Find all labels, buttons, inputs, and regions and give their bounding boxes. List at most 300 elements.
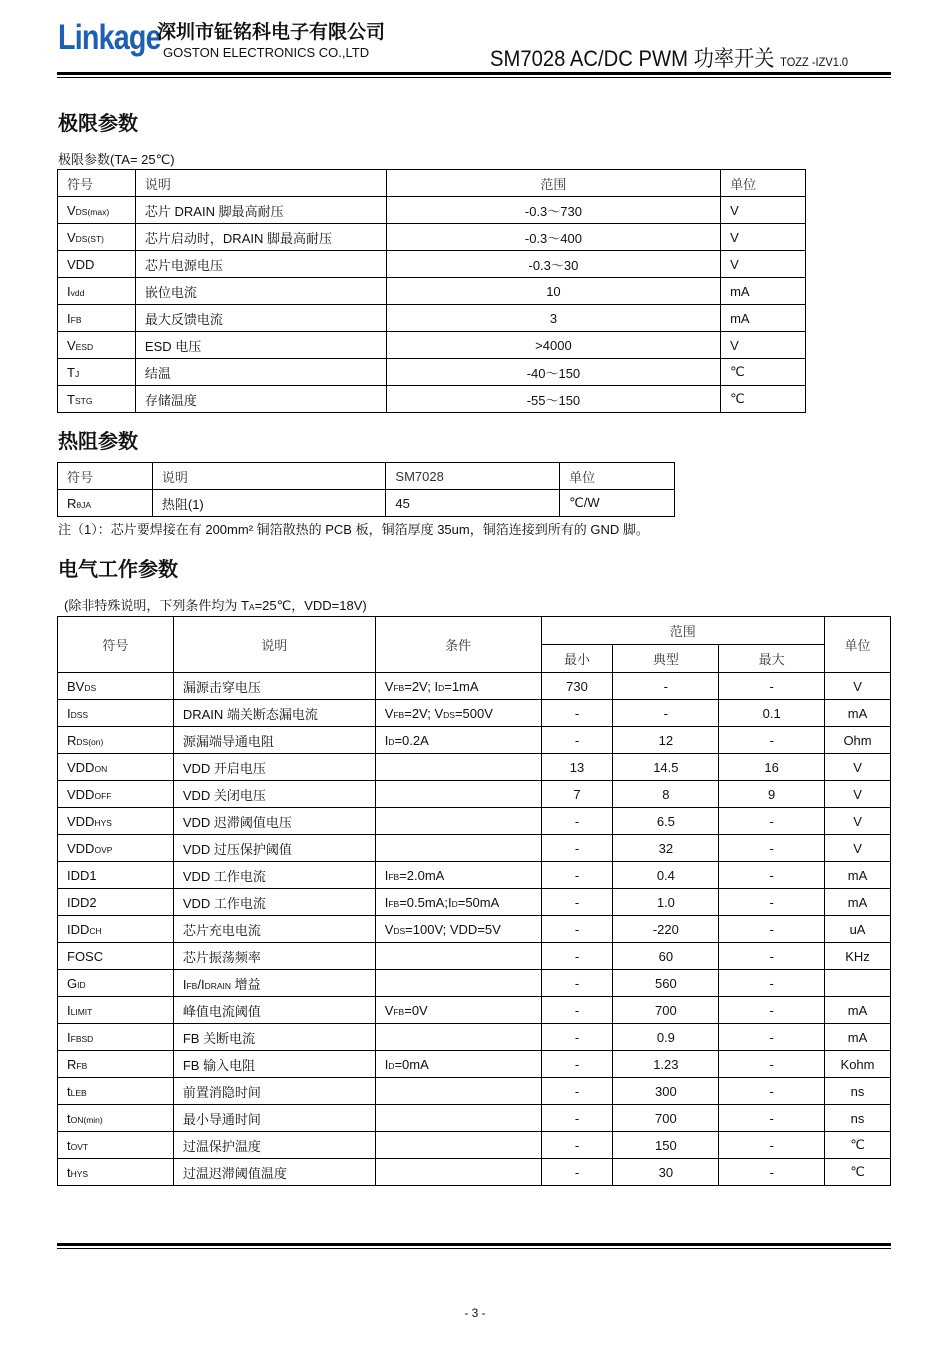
table-row: [58, 754, 891, 781]
typ-cell: 560: [613, 970, 719, 997]
max-cell: 16: [719, 754, 825, 781]
text-main: V: [384, 1002, 394, 1018]
min-cell: 7: [541, 781, 613, 808]
typ-cell: 12: [613, 727, 719, 754]
max-cell: 0.1: [719, 700, 825, 727]
symbol-cell: [58, 862, 174, 889]
symbol-sub: DSS: [70, 709, 89, 720]
description-cell: 最大反馈电流: [135, 305, 386, 332]
document-title: [490, 42, 848, 73]
description-cell: 芯片充电电流: [173, 916, 375, 943]
unit-cell: mA: [825, 700, 891, 727]
symbol-sub: DS(on): [76, 736, 104, 747]
symbol-cell: [58, 673, 174, 700]
unit-cell: mA: [825, 1024, 891, 1051]
text-main: I: [384, 867, 389, 883]
table-row: [58, 1051, 891, 1078]
symbol-main: FOSC: [67, 948, 104, 964]
symbol-main: I: [67, 283, 71, 299]
symbol-main: T: [67, 391, 75, 407]
text-rest: 增益: [231, 976, 261, 992]
max-cell: -: [719, 997, 825, 1024]
max-cell: -: [719, 1132, 825, 1159]
symbol-main: I: [67, 310, 71, 326]
header-max: 最大: [719, 645, 825, 673]
description-cell: 最小导通时间: [173, 1105, 375, 1132]
table-row: [58, 781, 891, 808]
typ-cell: 6.5: [613, 808, 719, 835]
abs-max-header-range: 范围: [386, 170, 720, 197]
unit-cell: mA: [721, 278, 806, 305]
symbol-main: T: [67, 364, 75, 380]
symbol-sub: ESD: [75, 341, 94, 352]
text-rest: /: [197, 976, 201, 992]
section-title-electrical: 电气工作参数: [58, 557, 178, 581]
min-cell: -: [541, 889, 613, 916]
header-typ: 典型: [613, 645, 719, 673]
symbol-cell: [58, 808, 174, 835]
footer-rule-thin: [57, 1248, 891, 1249]
company-name-cn: 深圳市钲铭科电子有限公司: [157, 21, 386, 43]
unit-cell: Ohm: [825, 727, 891, 754]
description-cell: VDD 工作电流: [173, 889, 375, 916]
electrical-table: [57, 616, 891, 1186]
condition-cell: [375, 889, 541, 916]
text-sub: FB: [393, 709, 405, 720]
symbol-main: I: [67, 705, 71, 721]
symbol-main: IDD: [67, 921, 90, 937]
min-cell: -: [541, 700, 613, 727]
symbol-sub: vdd: [70, 287, 85, 298]
text-main: I: [384, 894, 389, 910]
table-row: [58, 197, 806, 224]
condition-cell: [375, 997, 541, 1024]
max-cell: -: [719, 808, 825, 835]
table-row: [58, 386, 806, 413]
symbol-cell: [58, 332, 136, 359]
table-row: [58, 700, 891, 727]
max-cell: -: [719, 916, 825, 943]
abs-max-caption: 极限参数(TA= 25℃): [58, 152, 175, 167]
max-cell: -: [719, 1078, 825, 1105]
symbol-main: t: [67, 1137, 71, 1153]
caption-sub: A: [248, 602, 255, 612]
description-cell: 存储温度: [135, 386, 386, 413]
unit-cell: ℃: [825, 1132, 891, 1159]
symbol-sub: OVT: [70, 1141, 89, 1152]
symbol-main: BV: [67, 678, 85, 694]
range-cell: 3: [386, 305, 720, 332]
typ-cell: -220: [613, 916, 719, 943]
symbol-main: VDD: [67, 786, 95, 802]
symbol-cell: [58, 224, 136, 251]
text-rest: =1mA: [444, 678, 479, 694]
unit-cell: mA: [825, 997, 891, 1024]
table-row: [58, 1024, 891, 1051]
max-cell: -: [719, 727, 825, 754]
text-main: I: [447, 894, 452, 910]
condition-cell: [375, 727, 541, 754]
symbol-main: I: [67, 1002, 71, 1018]
document-version: TOZZ -IZV1.0: [780, 55, 849, 69]
unit-cell: V: [721, 197, 806, 224]
header-unit: 单位: [825, 617, 891, 673]
min-cell: -: [541, 1051, 613, 1078]
min-cell: -: [541, 997, 613, 1024]
table-row: [58, 1159, 891, 1186]
symbol-main: t: [67, 1110, 71, 1126]
condition-cell: [375, 862, 541, 889]
text-sub: FB: [186, 980, 198, 991]
table-row: [58, 490, 675, 517]
typ-cell: 8: [613, 781, 719, 808]
max-cell: -: [719, 835, 825, 862]
electrical-header-row: [58, 617, 891, 645]
text-main: V: [384, 921, 394, 937]
description-cell: 芯片 DRAIN 脚最高耐压: [135, 197, 386, 224]
unit-cell: ℃: [721, 359, 806, 386]
condition-cell: [375, 1105, 541, 1132]
symbol-sub: θJA: [76, 499, 92, 510]
unit-cell: V: [825, 835, 891, 862]
thermal-table: [57, 462, 675, 517]
symbol-sub: DS: [84, 682, 97, 693]
description-cell: VDD 关闭电压: [173, 781, 375, 808]
symbol-cell: [58, 490, 153, 517]
max-cell: -: [719, 889, 825, 916]
symbol-cell: [58, 1105, 174, 1132]
description-cell: 过温保护温度: [173, 1132, 375, 1159]
table-row: [58, 1105, 891, 1132]
description-cell: 漏源击穿电压: [173, 673, 375, 700]
unit-cell: mA: [721, 305, 806, 332]
unit-cell: V: [721, 251, 806, 278]
unit-cell: [825, 970, 891, 997]
unit-cell: ns: [825, 1105, 891, 1132]
condition-cell: [375, 1024, 541, 1051]
symbol-main: VDD: [67, 813, 95, 829]
table-row: [58, 332, 806, 359]
text-rest: =50mA: [457, 894, 500, 910]
unit-cell: uA: [825, 916, 891, 943]
symbol-main: R: [67, 732, 77, 748]
condition-cell: [375, 970, 541, 997]
table-row: [58, 673, 891, 700]
table-row: [58, 889, 891, 916]
symbol-sub: FB: [76, 1060, 88, 1071]
condition-cell: [375, 1132, 541, 1159]
description-cell: VDD 迟滞阈值电压: [173, 808, 375, 835]
range-cell: >4000: [386, 332, 720, 359]
typ-cell: 300: [613, 1078, 719, 1105]
symbol-sub: OFF: [94, 790, 112, 801]
symbol-sub: CH: [89, 925, 102, 936]
symbol-cell: [58, 1132, 174, 1159]
header-description: 说明: [173, 617, 375, 673]
symbol-cell: [58, 916, 174, 943]
max-cell: -: [719, 1105, 825, 1132]
description-cell: 芯片振荡频率: [173, 943, 375, 970]
typ-cell: 700: [613, 1105, 719, 1132]
abs-max-table: [57, 169, 806, 413]
symbol-cell: [58, 278, 136, 305]
min-cell: -: [541, 835, 613, 862]
description-cell: 芯片启动时，DRAIN 脚最高耐压: [135, 224, 386, 251]
caption-post: =25℃，VDD=18V): [254, 598, 367, 613]
min-cell: -: [541, 916, 613, 943]
table-row: [58, 727, 891, 754]
condition-cell: [375, 916, 541, 943]
symbol-main: G: [67, 975, 78, 991]
symbol-cell: [58, 1078, 174, 1105]
text-sub: FB: [388, 898, 400, 909]
thermal-header-desc: 说明: [152, 463, 386, 490]
text-main: I: [384, 732, 389, 748]
typ-cell: 150: [613, 1132, 719, 1159]
symbol-sub: OVP: [94, 844, 113, 855]
company-name-en: GOSTON ELECTRONICS CO.,LTD: [163, 45, 370, 60]
unit-cell: V: [721, 332, 806, 359]
description-cell: 嵌位电流: [135, 278, 386, 305]
condition-cell: [375, 1159, 541, 1186]
text-rest: =100V; VDD=5V: [405, 921, 501, 937]
symbol-sub: FBSD: [70, 1033, 94, 1044]
abs-max-header-row: [58, 170, 806, 197]
symbol-cell: [58, 251, 136, 278]
symbol-cell: [58, 943, 174, 970]
thermal-header-unit: 单位: [560, 463, 675, 490]
text-sub: DRAIN: [204, 980, 232, 991]
table-row: [58, 970, 891, 997]
symbol-main: V: [67, 202, 76, 218]
unit-cell: V: [721, 224, 806, 251]
range-cell: -40～150: [386, 359, 720, 386]
min-cell: -: [541, 1105, 613, 1132]
symbol-main: VDD: [67, 759, 95, 775]
symbol-sub: ID: [77, 979, 86, 990]
min-cell: 730: [541, 673, 613, 700]
typ-cell: 700: [613, 997, 719, 1024]
typ-cell: 1.0: [613, 889, 719, 916]
symbol-cell: [58, 970, 174, 997]
symbol-sub: FB: [70, 314, 82, 325]
unit-cell: V: [825, 673, 891, 700]
table-row: [58, 278, 806, 305]
unit-cell: ℃: [825, 1159, 891, 1186]
min-cell: -: [541, 1024, 613, 1051]
description-cell: ESD 电压: [135, 332, 386, 359]
condition-cell: [375, 1051, 541, 1078]
unit-cell: ℃: [721, 386, 806, 413]
symbol-sub: J: [74, 368, 80, 379]
symbol-cell: [58, 700, 174, 727]
symbol-main: IDD1: [67, 867, 97, 883]
text-sub: D: [388, 736, 395, 747]
text-main: V: [384, 705, 394, 721]
symbol-cell: [58, 386, 136, 413]
unit-cell: mA: [825, 889, 891, 916]
condition-cell: [375, 1078, 541, 1105]
symbol-main: VDD: [67, 256, 95, 272]
description-cell: VDD 工作电流: [173, 862, 375, 889]
max-cell: 9: [719, 781, 825, 808]
max-cell: -: [719, 970, 825, 997]
text-rest: =2.0mA: [399, 867, 445, 883]
condition-cell: [375, 781, 541, 808]
description-cell: 源漏端导通电阻: [173, 727, 375, 754]
description-cell: FB 关断电流: [173, 1024, 375, 1051]
condition-cell: [375, 835, 541, 862]
table-row: [58, 835, 891, 862]
symbol-main: V: [67, 229, 76, 245]
symbol-cell: [58, 727, 174, 754]
symbol-cell: [58, 305, 136, 332]
max-cell: -: [719, 862, 825, 889]
header-symbol: 符号: [58, 617, 174, 673]
typ-cell: 0.4: [613, 862, 719, 889]
symbol-sub: HYS: [70, 1168, 89, 1179]
text-rest: =0V: [404, 1002, 428, 1018]
abs-max-header-desc: 说明: [135, 170, 386, 197]
symbol-sub: LIMIT: [70, 1006, 93, 1017]
range-cell: -55～150: [386, 386, 720, 413]
electrical-caption: [64, 595, 367, 614]
abs-max-header-unit: 单位: [721, 170, 806, 197]
typ-cell: 0.9: [613, 1024, 719, 1051]
range-cell: 10: [386, 278, 720, 305]
symbol-sub: LEB: [70, 1087, 87, 1098]
unit-cell: ns: [825, 1078, 891, 1105]
description-cell: 热阻(1): [152, 490, 386, 517]
symbol-sub: HYS: [94, 817, 112, 828]
max-cell: -: [719, 1024, 825, 1051]
range-cell: -0.3～30: [386, 251, 720, 278]
page-number: - 3 -: [464, 1306, 486, 1320]
condition-cell: [375, 943, 541, 970]
text-main: V: [434, 705, 444, 721]
typ-cell: 60: [613, 943, 719, 970]
symbol-cell: [58, 1024, 174, 1051]
abs-max-header-sym: 符号: [58, 170, 136, 197]
thermal-header-sym: 符号: [58, 463, 153, 490]
range-cell: -0.3～730: [386, 197, 720, 224]
range-cell: -0.3～400: [386, 224, 720, 251]
symbol-main: R: [67, 1056, 77, 1072]
text-rest: =500V: [454, 705, 493, 721]
description-cell: 过温迟滞阈值温度: [173, 1159, 375, 1186]
unit-cell: ℃/W: [560, 490, 675, 517]
table-row: [58, 808, 891, 835]
unit-cell: V: [825, 754, 891, 781]
max-cell: -: [719, 673, 825, 700]
min-cell: -: [541, 808, 613, 835]
symbol-main: VDD: [67, 840, 95, 856]
text-rest: =2V;: [404, 678, 435, 694]
thermal-header-row: [58, 463, 675, 490]
description-cell: 结温: [135, 359, 386, 386]
text-rest: =0mA: [394, 1056, 429, 1072]
table-row: [58, 1132, 891, 1159]
text-main: I: [200, 976, 205, 992]
symbol-sub: DS(ST): [75, 233, 105, 244]
symbol-sub: ON: [94, 763, 108, 774]
symbol-cell: [58, 1051, 174, 1078]
text-sub: DS: [393, 925, 406, 936]
symbol-cell: [58, 197, 136, 224]
symbol-cell: [58, 889, 174, 916]
caption-pre: (除非特殊说明，下列条件均为 T: [64, 598, 249, 613]
min-cell: 13: [541, 754, 613, 781]
condition-cell: [375, 808, 541, 835]
typ-cell: 32: [613, 835, 719, 862]
symbol-main: IDD2: [67, 894, 97, 910]
typ-cell: 30: [613, 1159, 719, 1186]
text-sub: D: [451, 898, 458, 909]
min-cell: -: [541, 970, 613, 997]
text-sub: FB: [388, 871, 400, 882]
company-logo: Linkage: [58, 18, 161, 57]
text-sub: FB: [393, 682, 405, 693]
unit-cell: mA: [825, 862, 891, 889]
typ-cell: 1.23: [613, 1051, 719, 1078]
symbol-cell: [58, 359, 136, 386]
text-main: I: [182, 976, 187, 992]
text-main: I: [384, 1056, 389, 1072]
table-row: [58, 359, 806, 386]
table-row: [58, 943, 891, 970]
header-rule-thin: [57, 77, 891, 78]
symbol-sub: STG: [74, 395, 93, 406]
max-cell: -: [719, 1051, 825, 1078]
description-cell: VDD 过压保护阈值: [173, 835, 375, 862]
min-cell: -: [541, 943, 613, 970]
value-cell: 45: [386, 490, 560, 517]
document-title-text: SM7028 AC/DC PWM 功率开关: [490, 46, 775, 71]
symbol-sub: DS(max): [75, 206, 110, 217]
unit-cell: Kohm: [825, 1051, 891, 1078]
symbol-main: R: [67, 495, 77, 511]
text-rest: =0.2A: [394, 732, 429, 748]
footer-rule: [57, 1243, 891, 1246]
symbol-cell: [58, 754, 174, 781]
symbol-sub: ON(min): [70, 1114, 103, 1125]
table-row: [58, 251, 806, 278]
min-cell: -: [541, 1078, 613, 1105]
description-cell: [173, 970, 375, 997]
typ-cell: -: [613, 700, 719, 727]
typ-cell: 14.5: [613, 754, 719, 781]
max-cell: -: [719, 1159, 825, 1186]
condition-cell: [375, 754, 541, 781]
table-row: [58, 1078, 891, 1105]
text-main: I: [434, 678, 439, 694]
typ-cell: -: [613, 673, 719, 700]
header-min: 最小: [541, 645, 613, 673]
table-row: [58, 916, 891, 943]
max-cell: -: [719, 943, 825, 970]
text-sub: D: [438, 682, 445, 693]
text-sub: FB: [393, 1006, 405, 1017]
min-cell: -: [541, 1159, 613, 1186]
text-main: V: [384, 678, 394, 694]
unit-cell: KHz: [825, 943, 891, 970]
min-cell: -: [541, 1132, 613, 1159]
header-condition: 条件: [375, 617, 541, 673]
symbol-main: t: [67, 1164, 71, 1180]
symbol-main: V: [67, 337, 76, 353]
min-cell: -: [541, 862, 613, 889]
table-row: [58, 305, 806, 332]
